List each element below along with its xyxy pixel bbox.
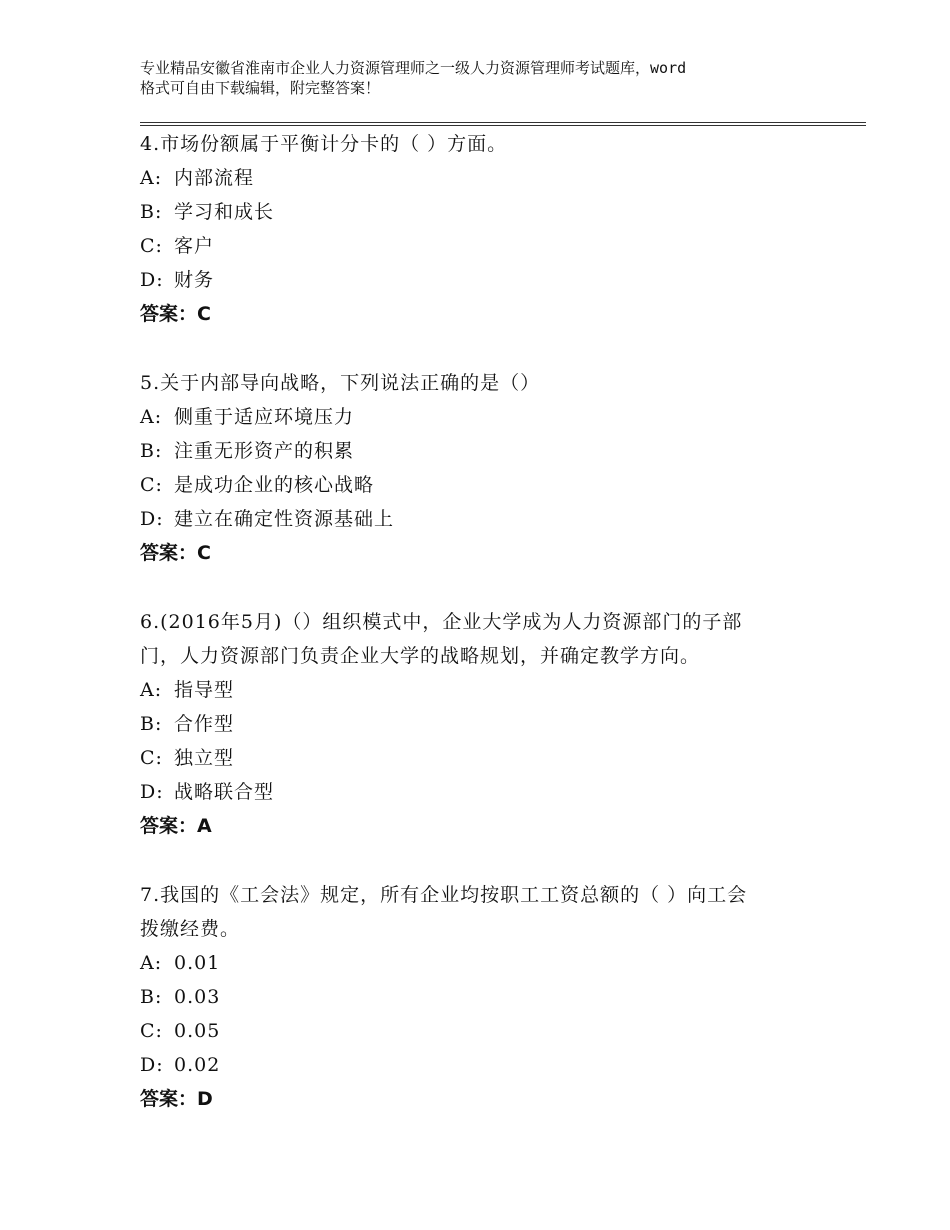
option-text: 侧重于适应环境压力	[174, 406, 355, 428]
header-line-2: 格式可自由下载编辑，附完整答案！	[140, 79, 381, 97]
option-d	[140, 263, 840, 297]
option-a	[140, 161, 840, 195]
answer-line: 答案：C	[140, 303, 211, 325]
option-text: 0.01	[174, 952, 221, 974]
option-b	[140, 434, 840, 468]
header-divider-top	[140, 122, 866, 123]
option-letter: C:	[140, 474, 163, 496]
question-stem: 7.我国的《工会法》规定，所有企业均按职工工资总额的（ ）向工会	[140, 884, 748, 906]
option-letter: C:	[140, 1020, 163, 1042]
option-text: 指导型	[174, 679, 235, 701]
option-a	[140, 946, 840, 980]
option-text: 0.05	[174, 1020, 221, 1042]
document-header	[140, 58, 830, 98]
option-text: 独立型	[174, 747, 235, 769]
option-text: 学习和成长	[174, 201, 275, 223]
option-text: 是成功企业的核心战略	[174, 474, 375, 496]
option-b	[140, 195, 840, 229]
question-block	[140, 878, 840, 1116]
option-text: 0.03	[174, 986, 221, 1008]
answer-line: 答案：A	[140, 815, 212, 837]
option-c	[140, 741, 840, 775]
option-d	[140, 1048, 840, 1082]
header-line-1: 专业精品安徽省淮南市企业人力资源管理师之一级人力资源管理师考试题库，word	[140, 59, 687, 77]
option-a	[140, 673, 840, 707]
option-letter: B:	[140, 713, 163, 735]
option-letter: D:	[140, 269, 164, 291]
option-letter: D:	[140, 781, 164, 803]
option-b	[140, 980, 840, 1014]
option-text: 0.02	[174, 1054, 221, 1076]
option-c	[140, 1014, 840, 1048]
question-block	[140, 605, 840, 843]
option-letter: A:	[140, 679, 163, 701]
option-letter: D:	[140, 1054, 164, 1076]
option-text: 客户	[174, 235, 215, 257]
option-text: 注重无形资产的积累	[174, 440, 355, 462]
question-stem: 5.关于内部导向战略，下列说法正确的是（）	[140, 372, 541, 394]
option-c	[140, 468, 840, 502]
option-letter: B:	[140, 201, 163, 223]
option-letter: C:	[140, 747, 163, 769]
answer-line: 答案：D	[140, 1088, 213, 1110]
option-text: 建立在确定性资源基础上	[174, 508, 395, 530]
option-letter: A:	[140, 952, 163, 974]
question-block	[140, 366, 840, 570]
header-divider-bottom	[140, 125, 866, 126]
question-block	[140, 127, 840, 331]
question-stem: 4.市场份额属于平衡计分卡的（ ）方面。	[140, 133, 508, 155]
option-letter: D:	[140, 508, 164, 530]
option-d	[140, 502, 840, 536]
option-b	[140, 707, 840, 741]
answer-line: 答案：C	[140, 542, 211, 564]
option-letter: B:	[140, 986, 163, 1008]
option-text: 合作型	[174, 713, 235, 735]
question-stem-continued: 门，人力资源部门负责企业大学的战略规划，并确定教学方向。	[140, 645, 701, 667]
question-stem-continued: 拨缴经费。	[140, 918, 241, 940]
option-letter: B:	[140, 440, 163, 462]
option-text: 战略联合型	[174, 781, 275, 803]
option-letter: A:	[140, 167, 163, 189]
option-letter: A:	[140, 406, 163, 428]
option-text: 内部流程	[174, 167, 255, 189]
option-c	[140, 229, 840, 263]
option-d	[140, 775, 840, 809]
option-text: 财务	[174, 269, 215, 291]
question-stem: 6.(2016年5月)（）组织模式中，企业大学成为人力资源部门的子部	[140, 611, 743, 633]
option-letter: C:	[140, 235, 163, 257]
option-a	[140, 400, 840, 434]
